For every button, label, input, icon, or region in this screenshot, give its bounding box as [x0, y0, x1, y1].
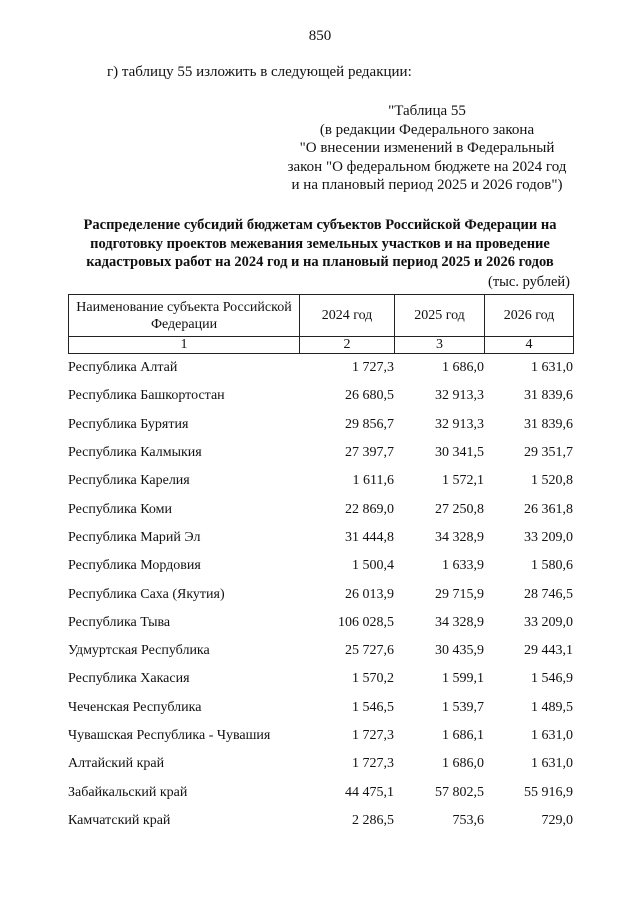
value-2025: 34 328,9	[435, 529, 484, 545]
value-2024: 22 869,0	[345, 501, 394, 517]
value-2025: 1 686,0	[442, 756, 484, 772]
region-name: Республика Карелия	[68, 473, 190, 489]
column-number: 2	[300, 337, 395, 354]
value-2026: 33 209,0	[524, 529, 573, 545]
value-2026: 1 520,8	[531, 473, 573, 489]
column-number: 1	[69, 337, 300, 354]
value-2025: 30 435,9	[435, 643, 484, 659]
value-2024: 1 611,6	[352, 473, 394, 489]
table-row	[68, 524, 573, 552]
value-2024: 1 546,5	[352, 699, 394, 715]
region-name: Республика Алтай	[68, 360, 178, 376]
value-2026: 31 839,6	[524, 416, 573, 432]
value-2025: 1 539,7	[442, 699, 484, 715]
value-2026: 1 631,0	[531, 360, 573, 376]
value-2024: 27 397,7	[345, 445, 394, 461]
value-2026: 31 839,6	[524, 388, 573, 404]
value-2024: 26 013,9	[345, 586, 394, 602]
table-row	[68, 722, 573, 750]
column-number: 3	[395, 337, 485, 354]
value-2026: 1 546,9	[531, 671, 573, 687]
region-name: Республика Коми	[68, 501, 172, 517]
header-2025: 2025 год	[395, 295, 485, 337]
region-name: Республика Тыва	[68, 614, 171, 630]
value-2026: 55 916,9	[524, 784, 573, 800]
value-2026: 1 631,0	[531, 728, 573, 743]
value-2025: 753,6	[452, 812, 484, 828]
value-2024: 1 570,2	[352, 671, 394, 687]
value-2026: 26 361,8	[524, 501, 573, 517]
region-name: Республика Башкортостан	[68, 388, 225, 404]
table-row	[68, 580, 573, 608]
region-name: Республика Хакасия	[68, 671, 190, 687]
table-header	[68, 294, 574, 354]
value-2025: 1 599,1	[442, 671, 484, 687]
note-line: "Таблица 55	[388, 103, 466, 119]
region-name: Чеченская Республика	[68, 699, 202, 715]
value-2026: 1 631,0	[531, 756, 573, 772]
value-2024: 106 028,5	[338, 614, 394, 630]
value-2025: 1 686,1	[442, 728, 484, 743]
value-2026: 1 489,5	[531, 699, 573, 715]
value-2025: 1 633,9	[442, 558, 484, 574]
table-row	[68, 609, 573, 637]
table-row	[68, 552, 573, 580]
instruction-text: г) таблицу 55 изложить в следующей редакции:	[107, 64, 412, 80]
table-row	[68, 665, 573, 693]
value-2025: 32 913,3	[435, 388, 484, 404]
value-2024: 26 680,5	[345, 388, 394, 404]
table-row	[68, 467, 573, 495]
header-2024: 2024 год	[300, 295, 395, 337]
value-2024: 2 286,5	[352, 812, 394, 828]
table-row	[68, 439, 573, 467]
region-name: Республика Калмыкия	[68, 445, 202, 461]
region-name: Республика Мордовия	[68, 558, 201, 574]
table-row	[68, 694, 573, 722]
region-name: Камчатский край	[68, 812, 171, 828]
title-line: подготовку проектов межевания земельных участков и на проведение	[90, 235, 550, 252]
header-2026: 2026 год	[485, 295, 574, 337]
table-row	[68, 411, 573, 439]
value-2024: 1 727,3	[352, 756, 394, 772]
page-number: 850	[308, 28, 332, 44]
region-name: Республика Бурятия	[68, 416, 189, 432]
value-2026: 1 580,6	[531, 558, 573, 574]
table-row	[68, 354, 573, 382]
note-line: и на плановый период 2025 и 2026 годов")	[291, 177, 563, 193]
value-2025: 32 913,3	[435, 416, 484, 432]
region-name: Чувашская Республика - Чувашия	[68, 728, 271, 743]
table-row	[68, 382, 573, 410]
value-2024: 29 856,7	[345, 416, 394, 432]
header-region: Наименование субъекта Российской Федерации	[69, 295, 300, 337]
table-row	[68, 495, 573, 523]
value-2025: 1 572,1	[442, 473, 484, 489]
value-2025: 27 250,8	[435, 501, 484, 517]
value-2026: 33 209,0	[524, 614, 573, 630]
value-2025: 29 715,9	[435, 586, 484, 602]
value-2025: 30 341,5	[435, 445, 484, 461]
note-line: (в редакции Федерального закона	[319, 121, 535, 138]
table-row	[68, 807, 573, 835]
value-2025: 1 686,0	[442, 360, 484, 376]
title-line: Распределение субсидий бюджетам субъектов Российской Федерации на	[83, 217, 557, 233]
region-name: Удмуртская Республика	[68, 643, 210, 659]
value-2025: 57 802,5	[435, 784, 484, 800]
value-2025: 34 328,9	[435, 614, 484, 630]
table-row	[68, 637, 573, 665]
table-row	[68, 778, 573, 806]
note-line: закон "О федеральном бюджете на 2024 год	[287, 158, 567, 175]
note-line: "О внесении изменений в Федеральный	[299, 140, 555, 156]
region-name: Алтайский край	[68, 756, 165, 772]
value-2026: 28 746,5	[524, 586, 573, 602]
value-2026: 729,0	[541, 812, 573, 828]
region-name: Республика Саха (Якутия)	[68, 586, 225, 602]
column-number: 4	[485, 337, 574, 354]
table-note	[262, 102, 592, 195]
region-name: Забайкальский край	[68, 784, 188, 800]
value-2024: 44 475,1	[345, 784, 394, 800]
value-2024: 31 444,8	[345, 529, 394, 545]
title-line: кадастровых работ на 2024 год и на плановый период 2025 и 2026 годов	[86, 254, 554, 270]
value-2024: 1 500,4	[352, 558, 394, 574]
units-label: (тыс. рублей)	[488, 274, 570, 290]
region-name: Республика Марий Эл	[68, 529, 201, 545]
table-row	[68, 750, 573, 778]
table-body	[68, 354, 573, 835]
value-2024: 25 727,6	[345, 643, 394, 659]
value-2024: 1 727,3	[352, 728, 394, 743]
value-2024: 1 727,3	[352, 360, 394, 376]
value-2026: 29 443,1	[524, 643, 573, 659]
document-title	[60, 216, 580, 272]
value-2026: 29 351,7	[524, 445, 573, 461]
